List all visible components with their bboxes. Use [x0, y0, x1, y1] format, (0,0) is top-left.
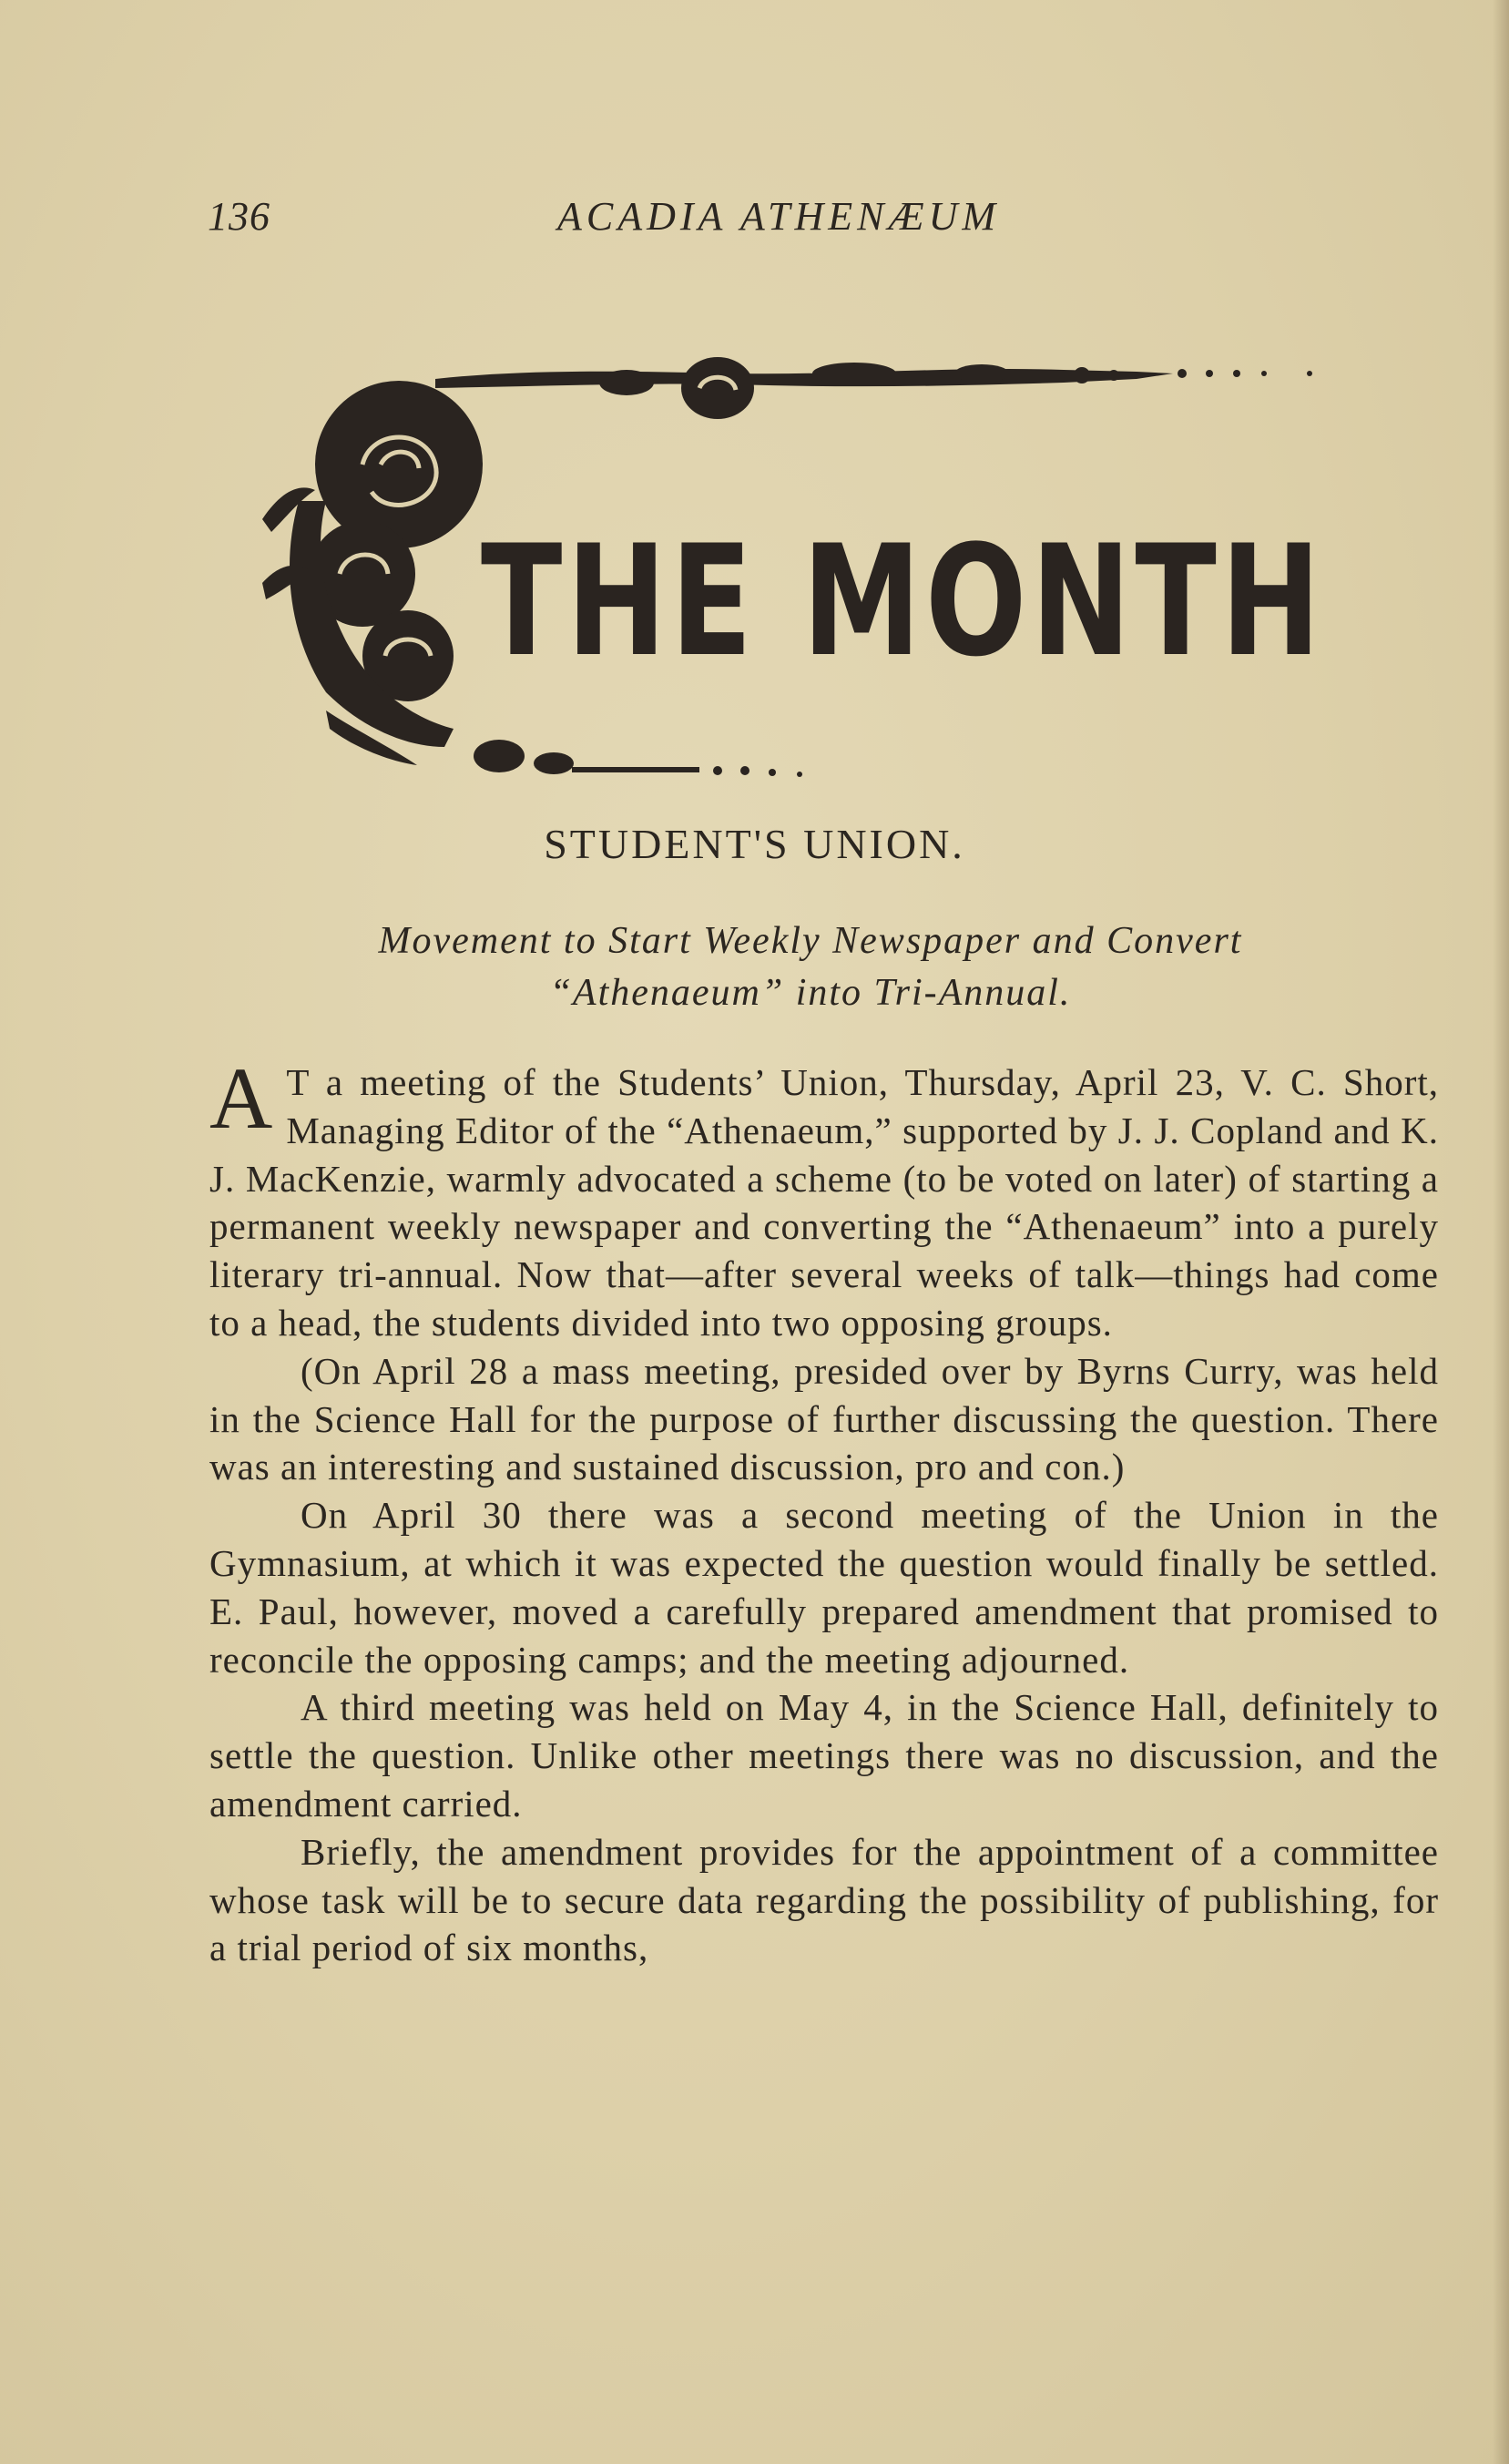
subtitle-line-1: Movement to Start Weekly Newspaper and Convert — [378, 920, 1243, 962]
article-title: STUDENT'S UNION. — [544, 821, 965, 867]
page-number: 136 — [208, 194, 270, 239]
subtitle-line-2: “Athenaeum” into Tri-Annual. — [549, 972, 1072, 1014]
paragraph: On April 30 there was a second meeting of the Union in the Gymnasium, at which it was expected the question would finally be settled. E. Paul, however, moved a carefully prepared amendment that promised to reconcile the opposing camps; and the meeting adjourned. — [209, 1494, 1439, 1681]
paragraph-text: T a meeting of the Students’ Union, Thursday, April 23, V. C. Short, Managing Editor of the “Athenaeum,” supported by J. J. Copland and K. J. MacKenzie, warmly advocated a scheme (to be voted on later) of starting a permanent weekly newspaper and converting the “Athenaeum” into a purely literary tri-annual. Now that—after several weeks of talk—things had come to a head, the students divided into two opposing groups. — [209, 1061, 1439, 1344]
article-subtitle — [255, 915, 1366, 1019]
paragraph: Briefly, the amendment provides for the appointment of a committee whose task will be to secure data regarding the possibility of publishing, for a trial period of six months, — [209, 1830, 1439, 1969]
the-month-banner — [262, 346, 1355, 783]
paragraph: A third meeting was held on May 4, in the Science Hall, definitely to settle the question. Unlike other meetings there was no discussion, and the amendment carried. — [209, 1686, 1439, 1825]
journal-title: ACADIA ATHENÆUM — [557, 194, 1001, 239]
banner-title: THE MONTH — [481, 512, 1325, 690]
paragraph — [209, 1049, 1439, 1347]
drop-cap: A — [209, 1049, 274, 1147]
article-body — [209, 1049, 1439, 1972]
paragraph: (On April 28 a mass meeting, presided over by Byrns Curry, was held in the Science Hall for the purpose of further discussing the question. There was an interesting and sustained discussion, pro and con.) — [209, 1349, 1439, 1488]
running-header — [208, 193, 1118, 248]
page-edge-shadow — [1493, 0, 1509, 2464]
